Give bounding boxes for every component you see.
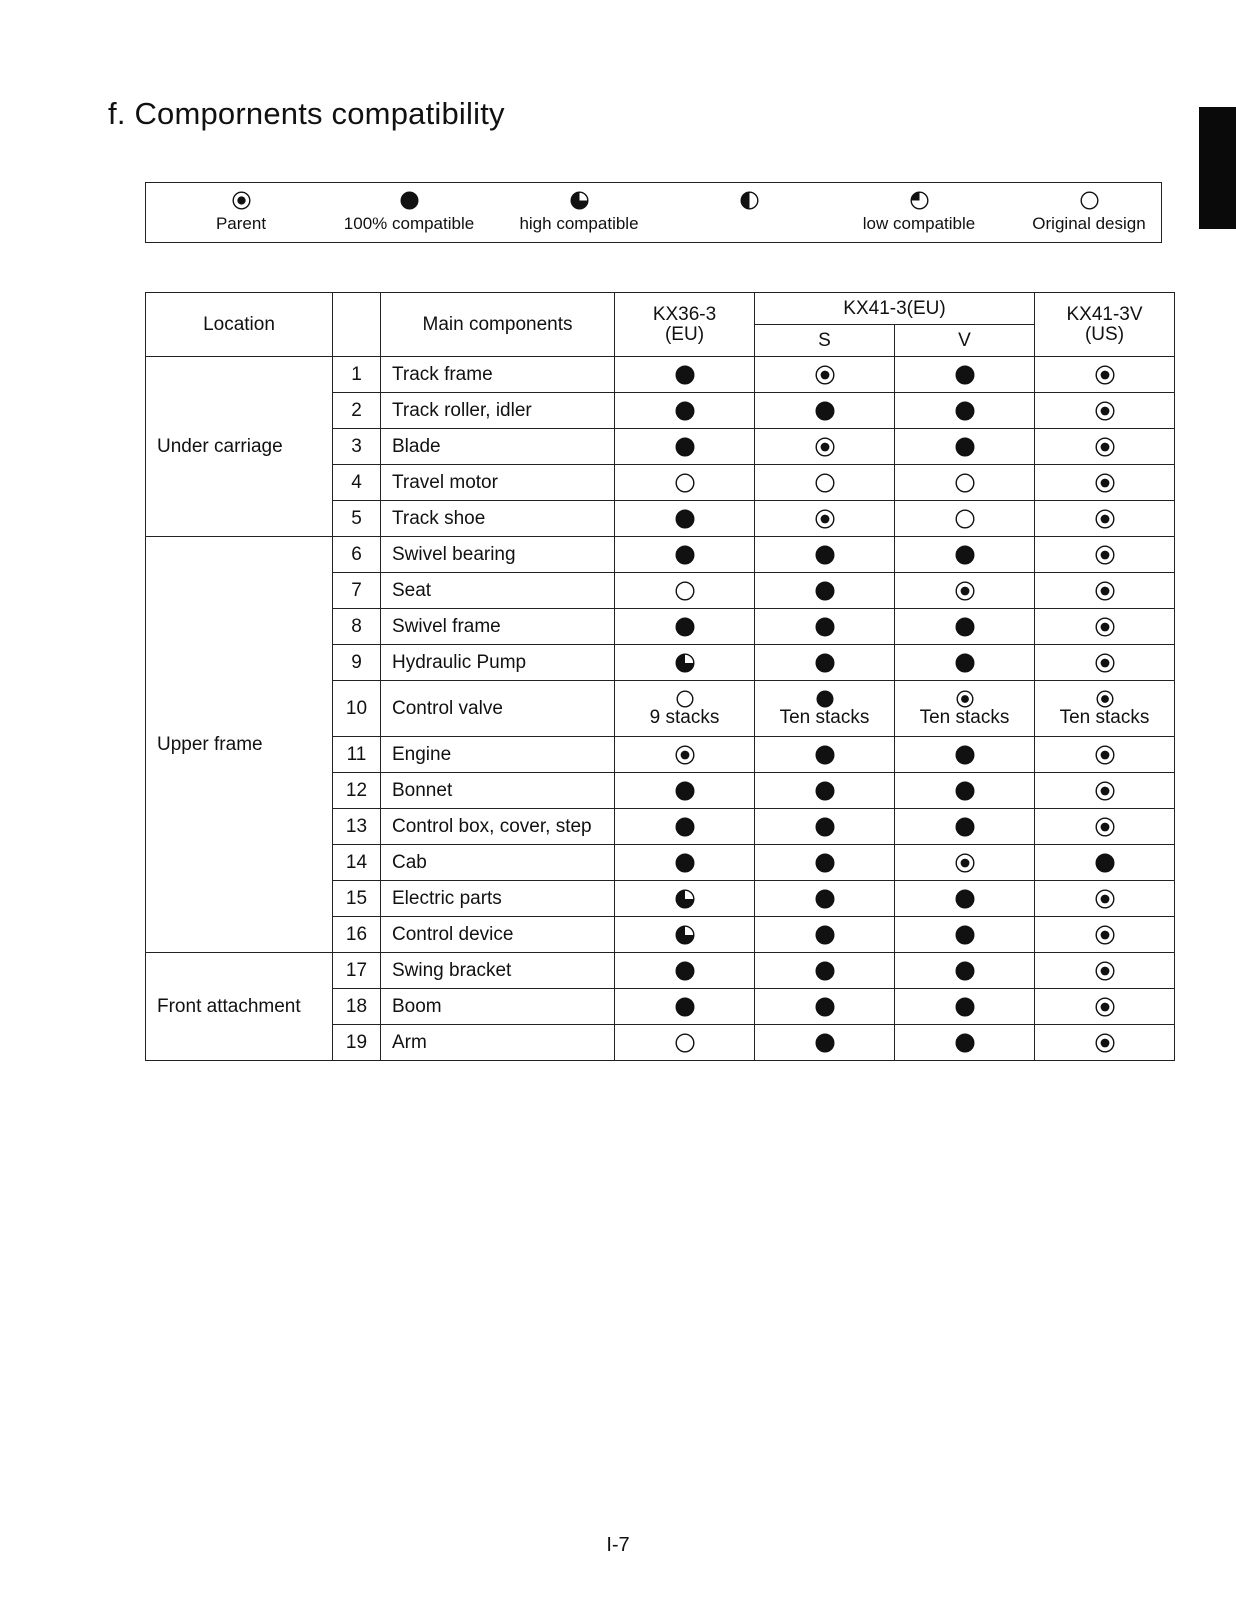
compatibility-cell [755, 573, 895, 609]
row-number: 10 [333, 681, 381, 737]
full-circle-icon [675, 509, 695, 529]
compatibility-cell [895, 845, 1035, 881]
header-kx41-s: S [755, 325, 895, 357]
location-cell: Upper frame [146, 537, 333, 953]
full-circle-icon [955, 545, 975, 565]
parent-circle-icon [955, 853, 975, 873]
row-number: 8 [333, 609, 381, 645]
legend-label: Parent [215, 214, 267, 233]
full-circle-icon [675, 817, 695, 837]
parent-circle-icon [1095, 745, 1115, 765]
compatibility-cell [895, 1025, 1035, 1061]
parent-circle-icon [1096, 690, 1114, 708]
compatibility-cell [755, 681, 895, 737]
parent-circle-icon [1095, 961, 1115, 981]
compatibility-cell [615, 881, 755, 917]
compatibility-cell [755, 501, 895, 537]
full-circle-icon [955, 617, 975, 637]
compatibility-cell [1035, 645, 1175, 681]
parent-circle-icon [1095, 653, 1115, 673]
component-name: Cab [381, 845, 615, 881]
compatibility-cell [895, 989, 1035, 1025]
compatibility-cell [1035, 989, 1175, 1025]
row-number: 2 [333, 393, 381, 429]
compatibility-cell [895, 609, 1035, 645]
compatibility-cell [615, 609, 755, 645]
three-quarter-circle-icon [675, 889, 695, 909]
compatibility-cell [615, 429, 755, 465]
compatibility-cell [895, 681, 1035, 737]
full-circle-icon [675, 437, 695, 457]
component-name: Engine [381, 737, 615, 773]
compatibility-cell [1035, 917, 1175, 953]
compatibility-cell [755, 1025, 895, 1061]
component-name: Track frame [381, 357, 615, 393]
compatibility-cell [755, 917, 895, 953]
compatibility-cell [755, 645, 895, 681]
cell-note: 9 stacks [649, 707, 720, 728]
row-number: 5 [333, 501, 381, 537]
full-circle-icon [675, 853, 695, 873]
full-circle-icon [675, 545, 695, 565]
row-number: 1 [333, 357, 381, 393]
full-circle-icon [955, 365, 975, 385]
compatibility-cell [895, 881, 1035, 917]
compatibility-cell [895, 429, 1035, 465]
legend-item [834, 189, 1004, 234]
full-circle-icon [815, 997, 835, 1017]
header-location [146, 293, 333, 357]
legend-label: Original design [1032, 214, 1146, 233]
component-name: Swivel bearing [381, 537, 615, 573]
legend-label: 100% compatible [343, 214, 475, 233]
compatibility-cell [615, 501, 755, 537]
compatibility-cell [615, 465, 755, 501]
component-name: Hydraulic Pump [381, 645, 615, 681]
row-number: 7 [333, 573, 381, 609]
full-circle-icon [675, 365, 695, 385]
half-circle-icon [664, 189, 834, 211]
compatibility-cell [615, 989, 755, 1025]
parent-circle-icon [675, 745, 695, 765]
compatibility-cell [895, 357, 1035, 393]
compatibility-cell [895, 737, 1035, 773]
component-name: Electric parts [381, 881, 615, 917]
row-number: 19 [333, 1025, 381, 1061]
parent-circle-icon [1095, 817, 1115, 837]
parent-circle-icon [1095, 581, 1115, 601]
compatibility-cell [615, 573, 755, 609]
component-name: Track shoe [381, 501, 615, 537]
row-number: 17 [333, 953, 381, 989]
empty-circle-icon [675, 473, 695, 493]
compatibility-cell [755, 537, 895, 573]
component-name: Control device [381, 917, 615, 953]
header-number [333, 293, 381, 357]
full-circle-icon [815, 781, 835, 801]
header-kx36-3: KX36-3 (EU) [615, 293, 755, 357]
component-name: Boom [381, 989, 615, 1025]
compatibility-cell [1035, 537, 1175, 573]
quarter-circle-icon [834, 189, 1004, 211]
compatibility-cell [1035, 1025, 1175, 1061]
row-number: 12 [333, 773, 381, 809]
compatibility-cell [755, 737, 895, 773]
compatibility-cell [755, 881, 895, 917]
compatibility-cell [895, 393, 1035, 429]
compatibility-cell [895, 645, 1035, 681]
compatibility-cell [1035, 393, 1175, 429]
empty-circle-icon [955, 473, 975, 493]
row-number: 4 [333, 465, 381, 501]
row-number: 14 [333, 845, 381, 881]
compatibility-cell [1035, 845, 1175, 881]
full-circle-icon [955, 817, 975, 837]
full-circle-icon [815, 581, 835, 601]
row-number: 18 [333, 989, 381, 1025]
empty-circle-icon [675, 1033, 695, 1053]
section-edge-tab [1199, 107, 1236, 229]
compatibility-cell [755, 393, 895, 429]
compatibility-cell [895, 537, 1035, 573]
compatibility-cell [615, 809, 755, 845]
compatibility-cell [895, 573, 1035, 609]
compatibility-cell [755, 989, 895, 1025]
full-circle-icon [816, 690, 834, 708]
compatibility-cell [1035, 429, 1175, 465]
compatibility-cell [1035, 737, 1175, 773]
full-circle-icon [955, 925, 975, 945]
full-circle-icon [1095, 853, 1115, 873]
compatibility-cell [1035, 573, 1175, 609]
component-name: Travel motor [381, 465, 615, 501]
legend-item [324, 189, 494, 234]
compatibility-cell [755, 429, 895, 465]
compatibility-cell [1035, 809, 1175, 845]
compatibility-cell [755, 465, 895, 501]
full-circle-icon [955, 997, 975, 1017]
location-cell: Front attachment [146, 953, 333, 1061]
full-circle-icon [955, 437, 975, 457]
component-name: Control box, cover, step [381, 809, 615, 845]
parent-circle-icon [1095, 889, 1115, 909]
row-number: 9 [333, 645, 381, 681]
cell-note: Ten stacks [1059, 707, 1150, 728]
compatibility-cell [1035, 953, 1175, 989]
compatibility-cell [755, 773, 895, 809]
row-number: 15 [333, 881, 381, 917]
header-main-components-label: Main components [422, 313, 573, 335]
table-row [146, 357, 1175, 393]
component-name: Seat [381, 573, 615, 609]
compatibility-cell [1035, 357, 1175, 393]
page-number: I-7 [606, 1534, 630, 1556]
component-name: Blade [381, 429, 615, 465]
compatibility-cell [895, 809, 1035, 845]
component-name: Swivel frame [381, 609, 615, 645]
full-circle-icon [815, 617, 835, 637]
cell-note: Ten stacks [919, 707, 1010, 728]
parent-circle-icon [815, 437, 835, 457]
page-title: f. Compornents compatibility [108, 96, 505, 131]
component-name: Bonnet [381, 773, 615, 809]
full-circle-icon [955, 961, 975, 981]
three-quarter-circle-icon [494, 189, 664, 211]
parent-circle-icon [1095, 365, 1115, 385]
parent-circle-icon [1095, 545, 1115, 565]
component-name: Track roller, idler [381, 393, 615, 429]
full-circle-icon [955, 781, 975, 801]
parent-circle-icon [1095, 781, 1115, 801]
full-circle-icon [815, 1033, 835, 1053]
compatibility-cell [755, 953, 895, 989]
compatibility-cell [615, 1025, 755, 1061]
full-circle-icon [955, 889, 975, 909]
full-circle-icon [955, 401, 975, 421]
parent-circle-icon [1095, 925, 1115, 945]
location-cell: Under carriage [146, 357, 333, 537]
compatibility-cell [1035, 465, 1175, 501]
full-circle-icon [675, 781, 695, 801]
parent-circle-icon [1095, 617, 1115, 637]
row-number: 16 [333, 917, 381, 953]
compatibility-cell [755, 357, 895, 393]
parent-circle-icon [955, 581, 975, 601]
full-circle-icon [675, 617, 695, 637]
parent-circle-icon [1095, 401, 1115, 421]
header-kx41-3-eu: KX41-3(EU) [755, 293, 1035, 325]
legend-label [664, 214, 834, 234]
compatibility-cell [895, 953, 1035, 989]
compatibility-cell [895, 501, 1035, 537]
empty-circle-icon [675, 581, 695, 601]
table-row [146, 537, 1175, 573]
full-circle-icon [955, 1033, 975, 1053]
compatibility-cell [755, 845, 895, 881]
compatibility-cell [1035, 501, 1175, 537]
empty-circle-icon [676, 690, 694, 708]
full-circle-icon [955, 653, 975, 673]
parent-circle-icon [1095, 997, 1115, 1017]
compatibility-cell [615, 953, 755, 989]
cell-note: Ten stacks [779, 707, 870, 728]
three-quarter-circle-icon [675, 653, 695, 673]
full-circle-icon [955, 745, 975, 765]
parent-circle-icon [1095, 1033, 1115, 1053]
compatibility-cell [615, 737, 755, 773]
header-kx41-3v-us: KX41-3V (US) [1035, 293, 1175, 357]
compatibility-cell [895, 917, 1035, 953]
row-number: 6 [333, 537, 381, 573]
full-circle-icon [815, 653, 835, 673]
parent-circle-icon [815, 365, 835, 385]
full-circle-icon [675, 997, 695, 1017]
full-circle-icon [324, 189, 494, 211]
legend-box [145, 182, 1162, 243]
parent-circle-icon [956, 690, 974, 708]
compatibility-cell [1035, 773, 1175, 809]
empty-circle-icon [955, 509, 975, 529]
table-row [146, 953, 1175, 989]
compatibility-cell [755, 809, 895, 845]
legend-item [1004, 189, 1174, 234]
compatibility-table [145, 292, 1175, 1061]
compatibility-cell [1035, 681, 1175, 737]
header-main-components [381, 293, 615, 357]
component-name: Arm [381, 1025, 615, 1061]
parent-circle-icon [1095, 509, 1115, 529]
empty-circle-icon [815, 473, 835, 493]
full-circle-icon [815, 817, 835, 837]
parent-circle-icon [1095, 437, 1115, 457]
legend-item [494, 189, 664, 234]
header-location-label: Location [203, 313, 275, 335]
component-name: Swing bracket [381, 953, 615, 989]
full-circle-icon [815, 889, 835, 909]
compatibility-cell [755, 609, 895, 645]
row-number: 13 [333, 809, 381, 845]
compatibility-cell [1035, 881, 1175, 917]
full-circle-icon [815, 401, 835, 421]
compatibility-cell [615, 357, 755, 393]
compatibility-cell [615, 773, 755, 809]
component-name: Control valve [381, 681, 615, 737]
full-circle-icon [815, 853, 835, 873]
full-circle-icon [815, 925, 835, 945]
compatibility-cell [895, 773, 1035, 809]
parent-circle-icon [815, 509, 835, 529]
full-circle-icon [675, 961, 695, 981]
compatibility-cell [615, 681, 755, 737]
legend-item [156, 189, 326, 234]
compatibility-cell [615, 537, 755, 573]
compatibility-cell [1035, 609, 1175, 645]
empty-circle-icon [1004, 189, 1174, 211]
full-circle-icon [815, 745, 835, 765]
compatibility-cell [615, 845, 755, 881]
three-quarter-circle-icon [675, 925, 695, 945]
compatibility-cell [615, 645, 755, 681]
compatibility-cell [895, 465, 1035, 501]
parent-circle-icon [1095, 473, 1115, 493]
compatibility-cell [615, 393, 755, 429]
legend-label: low compatible [862, 214, 976, 233]
legend-item [664, 189, 834, 234]
header-kx41-v: V [895, 325, 1035, 357]
parent-circle-icon [156, 189, 326, 211]
compatibility-cell [615, 917, 755, 953]
legend-label: high compatible [519, 214, 639, 233]
full-circle-icon [815, 961, 835, 981]
row-number: 11 [333, 737, 381, 773]
row-number: 3 [333, 429, 381, 465]
full-circle-icon [675, 401, 695, 421]
full-circle-icon [815, 545, 835, 565]
